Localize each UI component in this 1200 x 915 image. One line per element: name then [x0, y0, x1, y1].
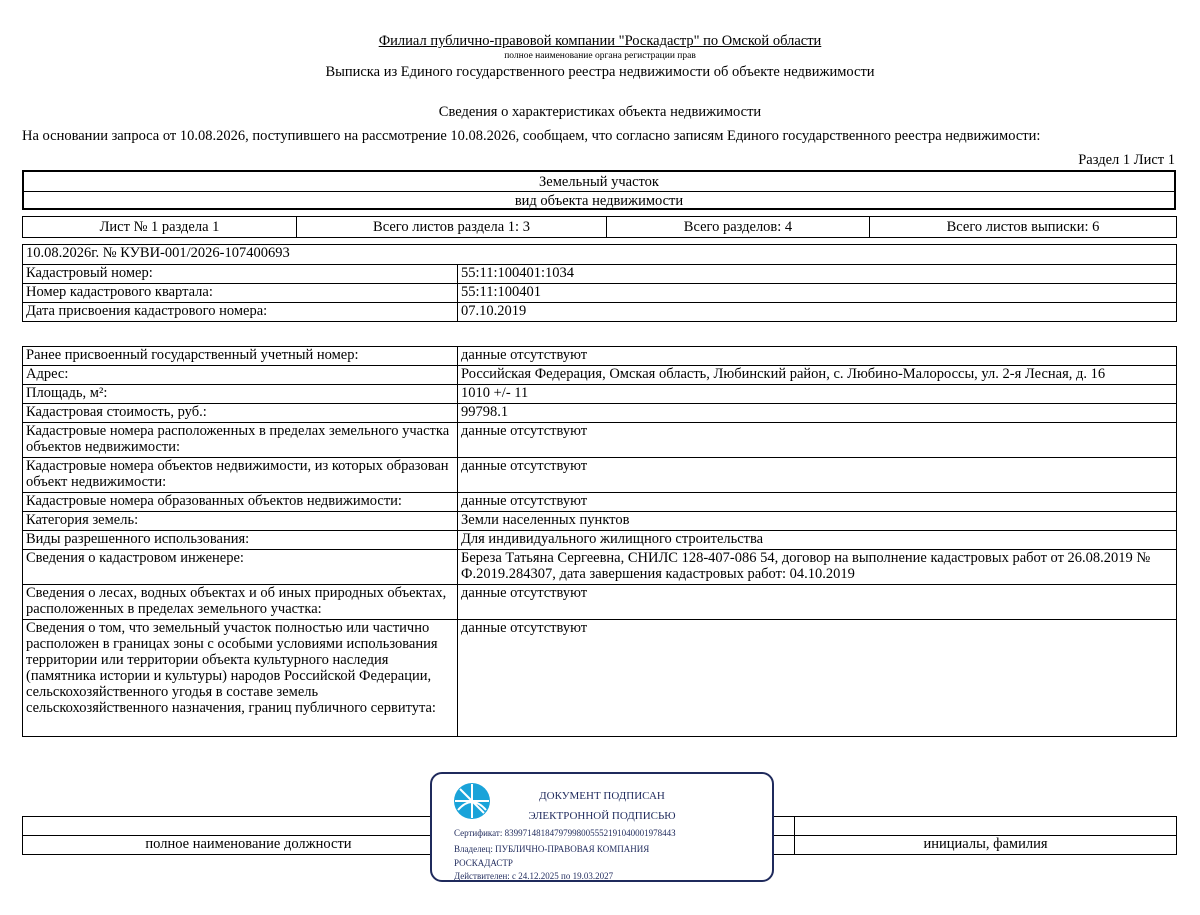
table-row [23, 423, 1177, 458]
table-row [23, 458, 1177, 493]
detail-label: Кадастровые номера объектов недвижимости, из которых образован объект недвижимости: [23, 458, 458, 493]
detail-value: данные отсутствуют [458, 620, 1177, 737]
cadastral-number-value: 55:11:100401:1034 [458, 265, 1177, 284]
table-row [23, 347, 1177, 366]
table-row [23, 404, 1177, 423]
sheet-number: Лист № 1 раздела 1 [23, 217, 297, 238]
sections-total: Всего разделов: 4 [607, 217, 870, 238]
table-row [23, 585, 1177, 620]
details-table [22, 346, 1177, 737]
detail-value: Российская Федерация, Омская область, Любинский район, с. Любино-Малороссы, ул. 2-я Лесная, д. 16 [458, 366, 1177, 385]
detail-value: Береза Татьяна Сергеевна, СНИЛС 128-407-086 54, договор на выполнение кадастровых работ от 26.08.2019 № Ф.2019.284307, дата завершения кадастровых работ: 04.10.2019 [458, 550, 1177, 585]
stamp-title: ДОКУМЕНТ ПОДПИСАН [539, 790, 665, 802]
detail-label: Виды разрешенного использования: [23, 531, 458, 550]
detail-label: Адрес: [23, 366, 458, 385]
assignment-date-label: Дата присвоения кадастрового номера: [23, 303, 458, 322]
stamp-owner-name: РОСКАДАСТР [454, 858, 513, 868]
detail-value: данные отсутствуют [458, 423, 1177, 458]
detail-label: Сведения о лесах, водных объектах и об иных природных объектах, расположенных в пределах земельного участка: [23, 585, 458, 620]
name-caption: инициалы, фамилия [795, 836, 1177, 855]
organization-caption: полное наименование органа регистрации прав [504, 51, 696, 61]
basis-text: На основании запроса от 10.08.2026, поступившего на рассмотрение 10.08.2026, сообщаем, что согласно записям Единого государственного реестра недвижимости: [22, 128, 1041, 144]
request-number: 10.08.2026г. № КУВИ-001/2026-107400693 [23, 245, 1177, 265]
detail-value: Земли населенных пунктов [458, 512, 1177, 531]
detail-value: данные отсутствуют [458, 585, 1177, 620]
table-row [23, 620, 1177, 737]
section-title: Сведения о характеристиках объекта недвижимости [438, 104, 762, 120]
position-caption: полное наименование должности [23, 836, 475, 855]
detail-value: данные отсутствуют [458, 458, 1177, 493]
table-row [23, 531, 1177, 550]
object-type-caption: вид объекта недвижимости [514, 193, 684, 209]
stamp-validity: Действителен: с 24.12.2025 по 19.03.2027 [454, 871, 614, 881]
table-row [23, 512, 1177, 531]
extract-sheets-total: Всего листов выписки: 6 [870, 217, 1177, 238]
detail-label: Кадастровые номера расположенных в пределах земельного участка объектов недвижимости: [23, 423, 458, 458]
detail-value: Для индивидуального жилищного строительства [458, 531, 1177, 550]
detail-label: Кадастровая стоимость, руб.: [23, 404, 458, 423]
detail-label: Сведения о кадастровом инженере: [23, 550, 458, 585]
table-row [23, 493, 1177, 512]
detail-label: Категория земель: [23, 512, 458, 531]
table-row [23, 385, 1177, 404]
detail-label: Кадастровые номера образованных объектов недвижимости: [23, 493, 458, 512]
detail-label: Сведения о том, что земельный участок полностью или частично расположен в границах зоны с особыми условиями использования территории или территории объекта культурного наследия (памятника истории и культуры) народов Российской Федерации, сельскохозяйственного угодья в составе земель сельскохозяйственного назначения, границ публичного сервитута: [23, 620, 458, 737]
detail-value: данные отсутствуют [458, 347, 1177, 366]
section-sheets-total: Всего листов раздела 1: 3 [297, 217, 607, 238]
cadastral-quarter-value: 55:11:100401 [458, 284, 1177, 303]
stamp-subtitle: ЭЛЕКТРОННОЙ ПОДПИСЬЮ [528, 810, 676, 822]
object-type: Земельный участок [539, 174, 659, 190]
identification-table [22, 244, 1177, 322]
stamp-owner: Владелец: ПУБЛИЧНО-ПРАВОВАЯ КОМПАНИЯ [454, 844, 650, 854]
detail-value: данные отсутствуют [458, 493, 1177, 512]
table-row [23, 550, 1177, 585]
detail-value: 99798.1 [458, 404, 1177, 423]
document-title: Выписка из Единого государственного реестра недвижимости об объекте недвижимости [325, 64, 875, 80]
detail-label: Ранее присвоенный государственный учетный номер: [23, 347, 458, 366]
cadastral-quarter-label: Номер кадастрового квартала: [23, 284, 458, 303]
cadastral-number-label: Кадастровый номер: [23, 265, 458, 284]
object-type-box [22, 170, 1176, 210]
stamp-certificate: Сертификат: 8399714818479799800555219104000197844З [454, 828, 676, 838]
detail-label: Площадь, м²: [23, 385, 458, 404]
detail-value: 1010 +/- 11 [458, 385, 1177, 404]
sheets-info-table [22, 216, 1177, 238]
section-sheet-reference: Раздел 1 Лист 1 [1078, 152, 1175, 168]
electronic-signature-stamp [430, 772, 774, 882]
organization-name: Филиал публично-правовой компании "Роскадастр" по Омской области [378, 33, 822, 49]
assignment-date-value: 07.10.2019 [458, 303, 1177, 322]
table-row [23, 366, 1177, 385]
